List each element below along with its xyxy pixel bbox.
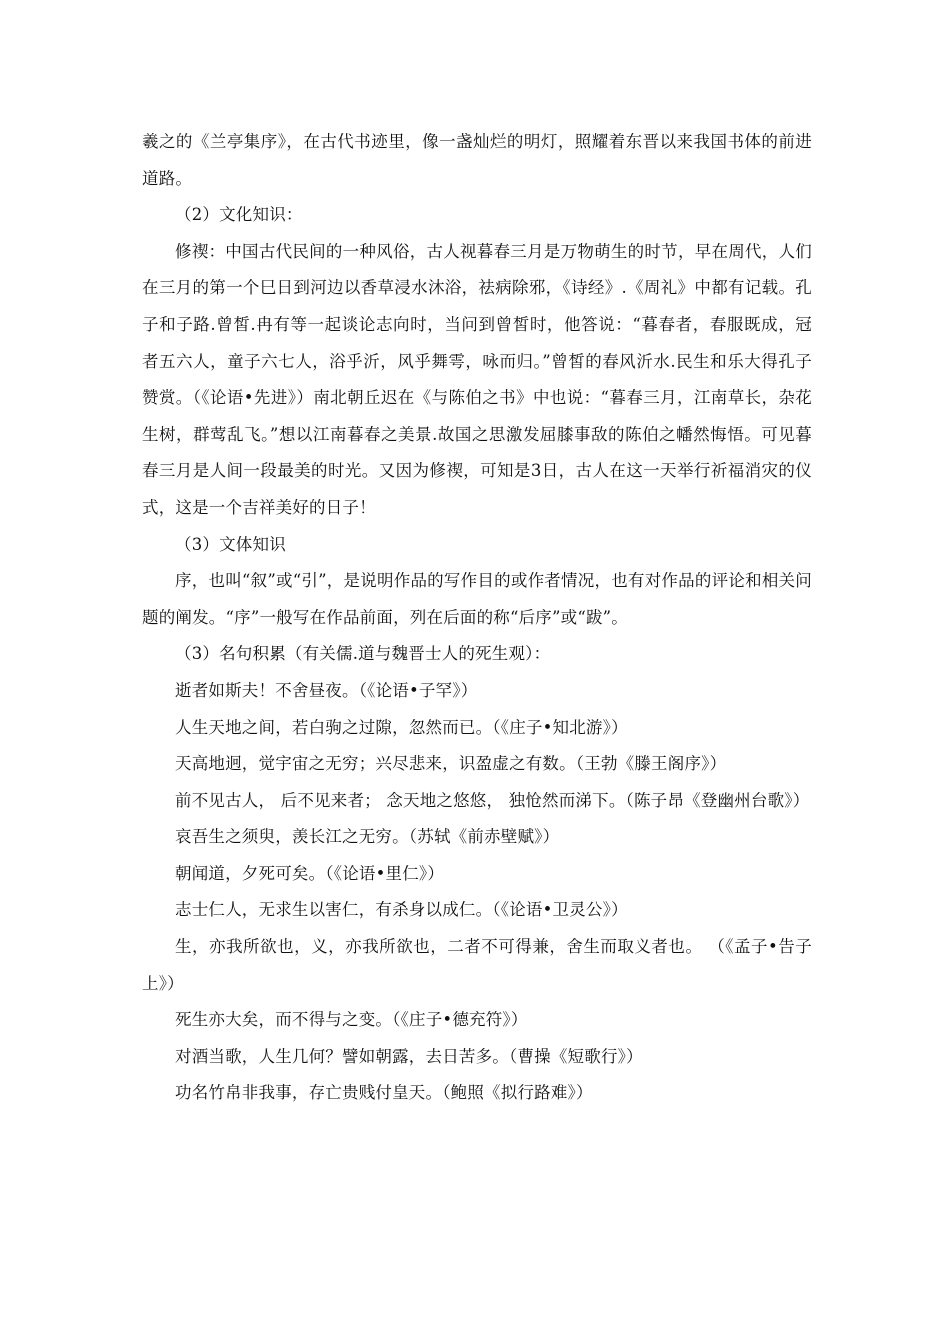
quote-item: 志士仁人，无求生以害仁，有杀身以成仁。（《论语•卫灵公》） [175, 900, 628, 920]
paragraph-continuation: 羲之的《兰亭集序》，在古代书迹里，像一盏灿烂的明灯，照耀着东晋以来我国书体的前进道路。 [142, 132, 812, 188]
heading-genre-knowledge: （3）文体知识 [175, 534, 286, 554]
quote-item: 生，亦我所欲也，义，亦我所欲也，二者不可得兼，舍生而取义者也。 （《孟子•告子上》） [142, 937, 812, 993]
quote-item: 朝闻道，夕死可矣。（《论语•里仁》） [175, 863, 445, 883]
quote-item: 前不见古人， 后不见来者； 念天地之悠悠， 独怆然而涕下。（陈子昂《登幽州台歌》） [175, 790, 810, 810]
heading-famous-quotes: （3）名句积累（有关儒.道与魏晋士人的死生观）： [175, 644, 551, 664]
heading-culture-knowledge: （2）文化知识： [175, 205, 303, 225]
quote-item: 对酒当歌，人生几何？譬如朝露，去日苦多。（曹操《短歌行》） [175, 1046, 643, 1066]
paragraph-xu-definition: 序，也叫“叙”或“引”，是说明作品的写作目的或作者情况，也有对作品的评论和相关问题的阐发。“序”一般写在作品前面，列在后面的称“后序”或“跋”。 [142, 571, 812, 627]
quote-item: 逝者如斯夫！不舍昼夜。（《论语•子罕》） [175, 680, 478, 700]
quote-item: 天高地迥，觉宇宙之无穷；兴尽悲来，识盈虚之有数。（王勃《滕王阁序》） [175, 754, 727, 774]
document-body [142, 124, 812, 1112]
paragraph-xiuxi: 修禊：中国古代民间的一种风俗，古人视暮春三月是万物萌生的时节，早在周代，人们在三月的第一个巳日到河边以香草浸水沐浴，祛病除邪，《诗经》.《周礼》中都有记载。孔子和子路.曾皙.冉有等一起谈论志向时，当问到曾皙时，他答说：“暮春者，春服既成，冠者五六人，童子六七人，浴乎沂，风乎舞雩，咏而归。”曾皙的春风沂水.民生和乐大得孔子赞赏。（《论语•先进》）南北朝丘迟在《与陈伯之书》中也说：“暮春三月，江南草长，杂花生树，群莺乱飞。”想以江南暮春之美景.故国之思激发屈膝事敌的陈伯之幡然悔悟。可见暮春三月是人间一段最美的时光。又因为修禊，可知是3日，古人在这一天举行祈福消灾的仪式，这是一个吉祥美好的日子！ [142, 241, 812, 517]
quote-item: 哀吾生之须臾，羡长江之无穷。（苏轼《前赤壁赋》） [175, 827, 560, 847]
quote-item: 人生天地之间，若白驹之过隙，忽然而已。（《庄子•知北游》） [175, 717, 628, 737]
quote-item: 功名竹帛非我事，存亡贵贱付皇天。（鲍照《拟行路难》） [175, 1083, 593, 1103]
quote-item: 死生亦大矣，而不得与之变。（《庄子•德充符》） [175, 1010, 528, 1030]
